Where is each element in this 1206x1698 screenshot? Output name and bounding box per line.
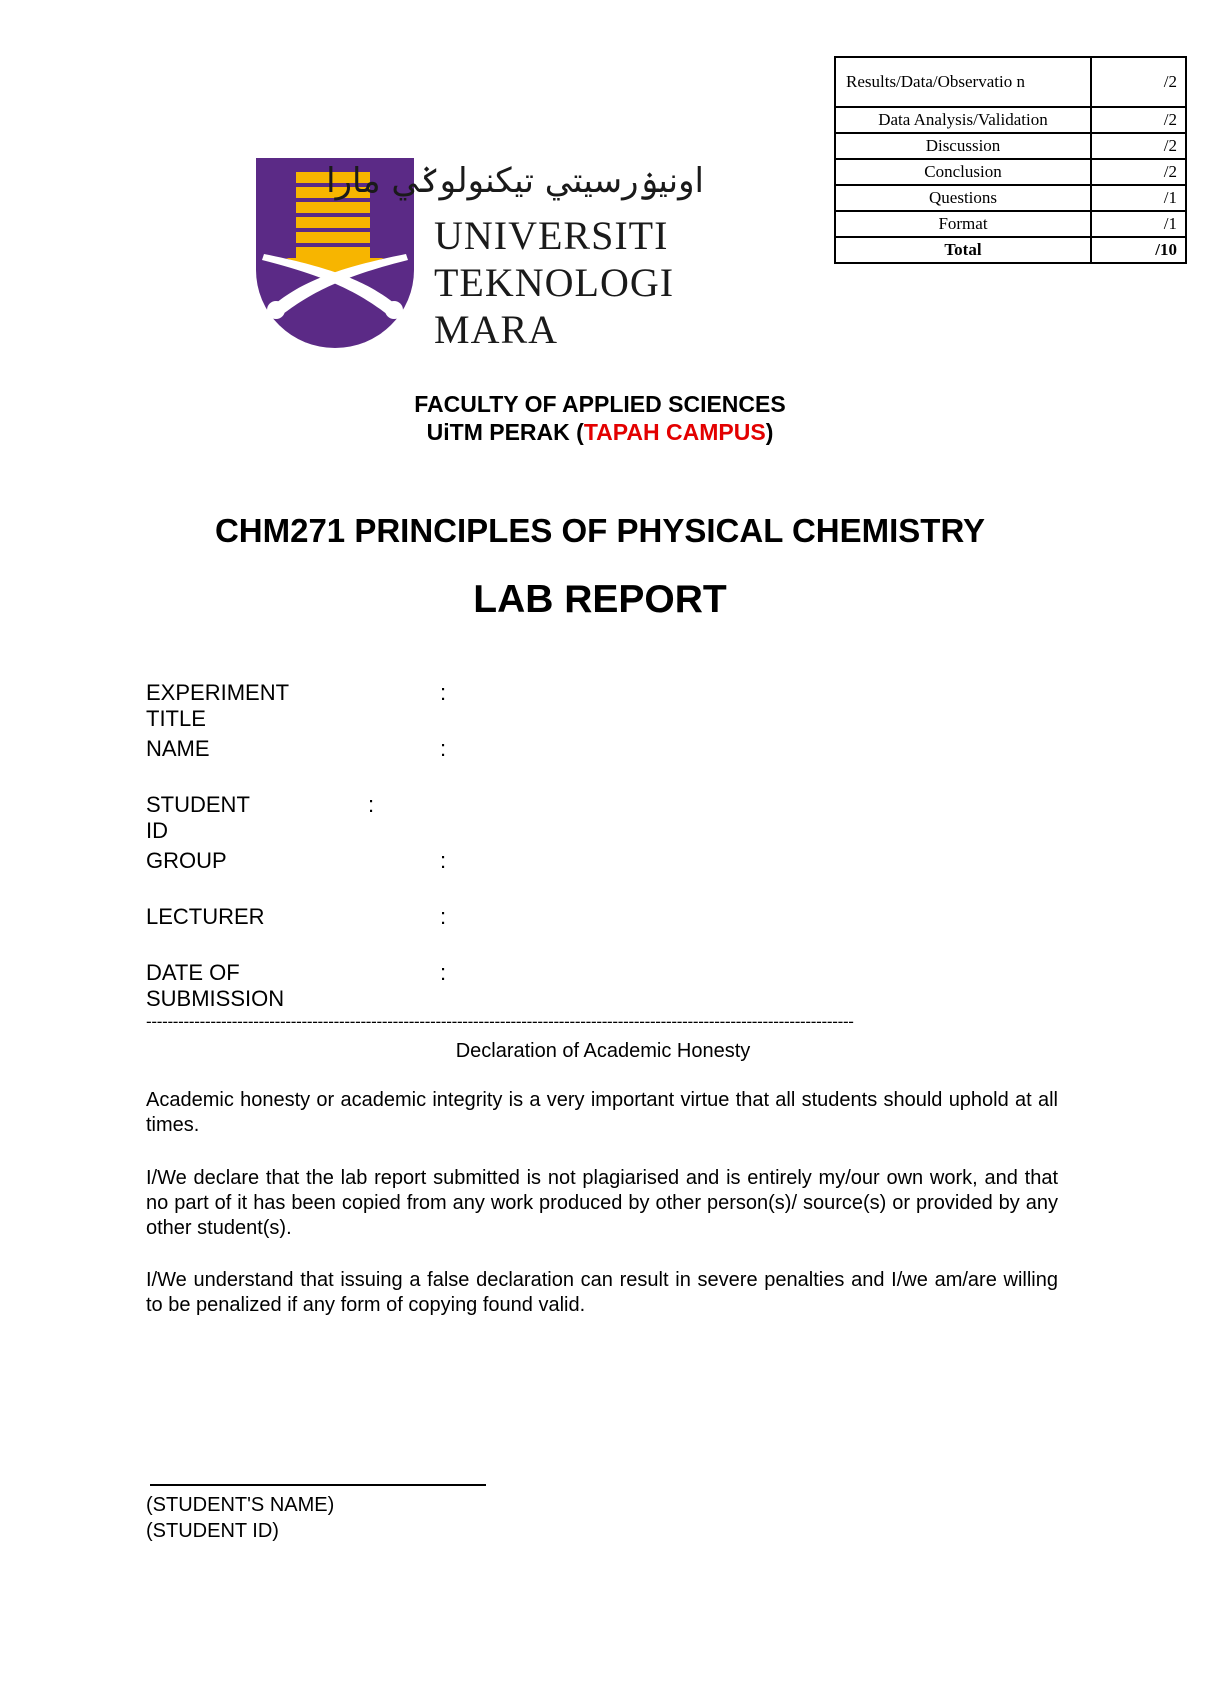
faculty-heading — [0, 390, 1200, 446]
wordmark-line: MARA — [434, 307, 559, 352]
field-label: DATE OF SUBMISSION — [146, 960, 285, 1011]
student-name-label: (STUDENT'S NAME) — [146, 1494, 335, 1516]
marks-table — [834, 56, 1187, 264]
university-wordmark — [434, 212, 674, 353]
marks-row — [835, 211, 1186, 237]
field-colon: : — [440, 680, 447, 705]
declaration-paragraph: Academic honesty or academic integrity is a very important virtue that all students should uphold at all times. — [146, 1089, 1058, 1136]
field-label: STUDENT ID — [146, 792, 250, 843]
signature-line — [150, 1484, 486, 1486]
signature-block — [146, 1492, 334, 1544]
campus-name: TAPAH CAMPUS — [583, 419, 766, 445]
marks-row — [835, 57, 1186, 107]
field-colon: : — [440, 904, 447, 929]
marks-row — [835, 159, 1186, 185]
marks-score: /2 — [1091, 107, 1186, 133]
marks-total-score: /10 — [1091, 237, 1186, 263]
marks-score: /2 — [1091, 57, 1186, 107]
field-colon: : — [440, 960, 447, 985]
field-label: EXPERIMENT TITLE — [146, 680, 289, 731]
marks-criterion: Conclusion — [835, 159, 1091, 185]
jawi-text: اونيۏرسيتي تيکنولوݢي مارا — [326, 161, 704, 201]
campus-prefix: UiTM PERAK ( — [426, 419, 584, 445]
student-id-label: (STUDENT ID) — [146, 1520, 279, 1542]
marks-row — [835, 133, 1186, 159]
field-colon: : — [440, 848, 447, 873]
field-label: NAME — [146, 736, 210, 761]
marks-criterion: Results/Data/Observatio n — [835, 57, 1091, 107]
campus-suffix: ) — [765, 419, 774, 445]
marks-row — [835, 107, 1186, 133]
campus-line — [0, 418, 1200, 446]
wordmark-line: TEKNOLOGI — [434, 260, 675, 305]
marks-criterion: Questions — [835, 185, 1091, 211]
declaration-paragraph: I/We understand that issuing a false declaration can result in severe penalties and I/we am/are willing to be penalized if any form of copying found valid. — [146, 1269, 1058, 1316]
marks-total-label: Total — [835, 237, 1091, 263]
dashed-separator: ------------------------------------------------------------------------------------------------------------------------------------ — [146, 1012, 854, 1031]
course-title: CHM271 PRINCIPLES OF PHYSICAL CHEMISTRY — [214, 512, 986, 549]
faculty-name: FACULTY OF APPLIED SCIENCES — [414, 391, 786, 417]
marks-criterion: Data Analysis/Validation — [835, 107, 1091, 133]
marks-criterion: Discussion — [835, 133, 1091, 159]
marks-score: /2 — [1091, 133, 1186, 159]
report-title: LAB REPORT — [473, 578, 727, 621]
field-colon: : — [368, 792, 375, 817]
declaration-paragraph: I/We declare that the lab report submitted is not plagiarised and is entirely my/our own work, and that no part of it has been copied from any work produced by other person(s)/ source(s) or provided by any other student(s). — [146, 1167, 1058, 1239]
marks-row — [835, 185, 1186, 211]
marks-criterion: Format — [835, 211, 1091, 237]
jawi-script-wordmark — [326, 154, 706, 206]
marks-score: /1 — [1091, 211, 1186, 237]
field-colon: : — [440, 736, 447, 761]
field-label: GROUP — [146, 848, 227, 873]
marks-score: /2 — [1091, 159, 1186, 185]
marks-score: /1 — [1091, 185, 1186, 211]
declaration-title: Declaration of Academic Honesty — [455, 1040, 751, 1062]
wordmark-line: UNIVERSITI — [434, 213, 669, 258]
field-label: LECTURER — [146, 904, 265, 929]
marks-total-row — [835, 237, 1186, 263]
